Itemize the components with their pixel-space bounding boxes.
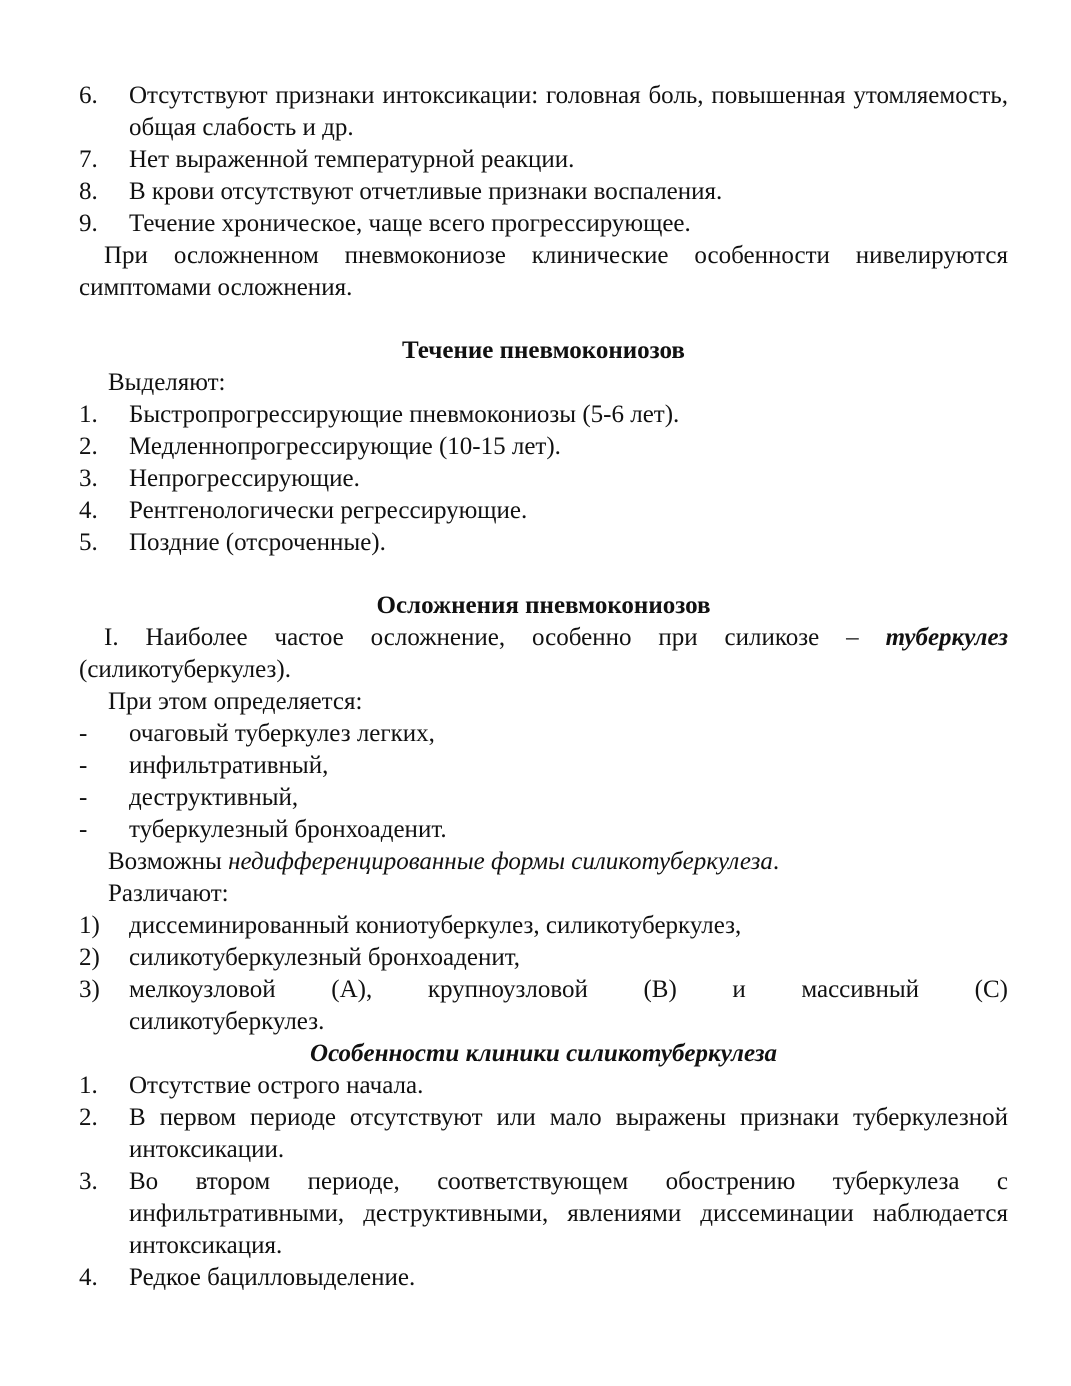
- list-item: [79, 208, 1008, 240]
- list-number: 9.: [79, 210, 98, 237]
- list-text: Медленнопрогрессирующие (10-15 лет).: [129, 433, 561, 460]
- list-item: [79, 1262, 1008, 1294]
- word: и: [732, 976, 746, 1003]
- list-dash: -: [79, 816, 88, 843]
- complications-paragraph: [79, 622, 1008, 686]
- possible-text: Возможны: [108, 848, 229, 875]
- complications-text-end: (силикотуберкулез).: [79, 656, 291, 683]
- document-page: [79, 80, 1008, 1294]
- list-number: 6.: [79, 82, 98, 109]
- list-text: силикотуберкулезный бронхоаденит,: [129, 944, 520, 971]
- list-text: [129, 974, 1008, 1038]
- list-item: [79, 463, 1008, 495]
- list-text: В крови отсутствуют отчетливые признаки воспаления.: [129, 178, 723, 205]
- list-item: [79, 910, 1008, 942]
- paren-list: [79, 910, 1008, 1038]
- dash-list: [79, 718, 1008, 846]
- word: (В): [643, 976, 677, 1003]
- clinic-list: [79, 1070, 1008, 1294]
- list-item: [79, 80, 1008, 144]
- list-text: Поздние (отсроченные).: [129, 529, 386, 556]
- list-number: 4.: [79, 1264, 98, 1291]
- list-dash: -: [79, 784, 88, 811]
- list-number: 2.: [79, 433, 98, 460]
- list-dash: -: [79, 720, 88, 747]
- list-dash: -: [79, 752, 88, 779]
- list-text: Редкое бацилловыделение.: [129, 1264, 416, 1291]
- list-item: [79, 1166, 1008, 1262]
- list-item: [79, 431, 1008, 463]
- list-text: Отсутствуют признаки интоксикации: головная боль, повышенная утомляемость, общая слабость и др.: [129, 82, 1008, 141]
- list-text: туберкулезный бронхоаденит.: [129, 816, 447, 843]
- word: мелкоузловой: [129, 976, 276, 1003]
- intro-paragraph: При осложненном пневмокониозе клинические особенности нивелируются симптомами осложнения.: [79, 242, 1008, 301]
- list-item: [79, 1070, 1008, 1102]
- section-heading-clinic: Особенности клиники силикотуберкулеза: [310, 1040, 777, 1067]
- course-list: [79, 399, 1008, 559]
- list-item: [79, 942, 1008, 974]
- list-item: [79, 1102, 1008, 1166]
- distinguish-lead: Различают:: [108, 880, 229, 907]
- list-number: 3): [79, 976, 100, 1003]
- list-item: [79, 144, 1008, 176]
- list-text: Непрогрессирующие.: [129, 465, 360, 492]
- complications-lead: При этом определяется:: [108, 688, 363, 715]
- complications-text: I. Наиболее частое осложнение, особенно при силикозе –: [104, 624, 886, 651]
- list-text: Нет выраженной температурной реакции.: [129, 146, 575, 173]
- list-text: очаговый туберкулез легких,: [129, 720, 435, 747]
- list-item: [79, 974, 1008, 1038]
- list-number: 1): [79, 912, 100, 939]
- word: (А),: [331, 976, 373, 1003]
- list-item: [79, 527, 1008, 559]
- list-text: Отсутствие острого начала.: [129, 1072, 424, 1099]
- list-number: 4.: [79, 497, 98, 524]
- list-item: [79, 399, 1008, 431]
- word: (С): [974, 976, 1008, 1003]
- list-text: инфильтративный,: [129, 752, 329, 779]
- list-number: 1.: [79, 1072, 98, 1099]
- list-text: Рентгенологически регрессирующие.: [129, 497, 528, 524]
- list-item: [79, 750, 1008, 782]
- list-number: 2): [79, 944, 100, 971]
- list-text: Быстропрогрессирующие пневмокониозы (5-6 лет).: [129, 401, 680, 428]
- possible-period: .: [772, 848, 780, 875]
- list-number: 2.: [79, 1104, 98, 1131]
- list-number: 5.: [79, 529, 98, 556]
- list-text-line1: [129, 974, 1008, 1006]
- word: массивный: [801, 976, 920, 1003]
- list-item: [79, 782, 1008, 814]
- list-item: [79, 176, 1008, 208]
- course-lead: Выделяют:: [108, 369, 226, 396]
- list-text: диссеминированный кониотуберкулез, силикотуберкулез,: [129, 912, 742, 939]
- list-number: 1.: [79, 401, 98, 428]
- list-number: 7.: [79, 146, 98, 173]
- word: крупноузловой: [427, 976, 588, 1003]
- list-text: деструктивный,: [129, 784, 299, 811]
- list-number: 3.: [79, 1168, 98, 1195]
- list-text: Течение хроническое, чаще всего прогрессирующее.: [129, 210, 691, 237]
- possible-forms-line: [79, 846, 1008, 878]
- emphasis-undifferentiated: недифференцированные формы силикотуберкулеза: [228, 848, 773, 875]
- list-item: [79, 814, 1008, 846]
- emphasis-tuberculosis: туберкулез: [885, 624, 1008, 651]
- list-text-line2: силикотуберкулез.: [129, 1008, 325, 1035]
- list-text: Во втором периоде, соответствующем обострению туберкулеза с инфильтративными, деструктивными, явлениями диссеминации наблюдается интоксикация.: [129, 1168, 1008, 1259]
- list-item: [79, 495, 1008, 527]
- list-number: 3.: [79, 465, 98, 492]
- list-text: В первом периоде отсутствуют или мало выражены признаки туберкулезной интоксикации.: [129, 1104, 1008, 1163]
- section-heading-complications: Осложнения пневмокониозов: [376, 592, 711, 619]
- list-number: 8.: [79, 178, 98, 205]
- section-heading-course: Течение пневмокониозов: [402, 337, 685, 364]
- intro-list: [79, 80, 1008, 240]
- list-item: [79, 718, 1008, 750]
